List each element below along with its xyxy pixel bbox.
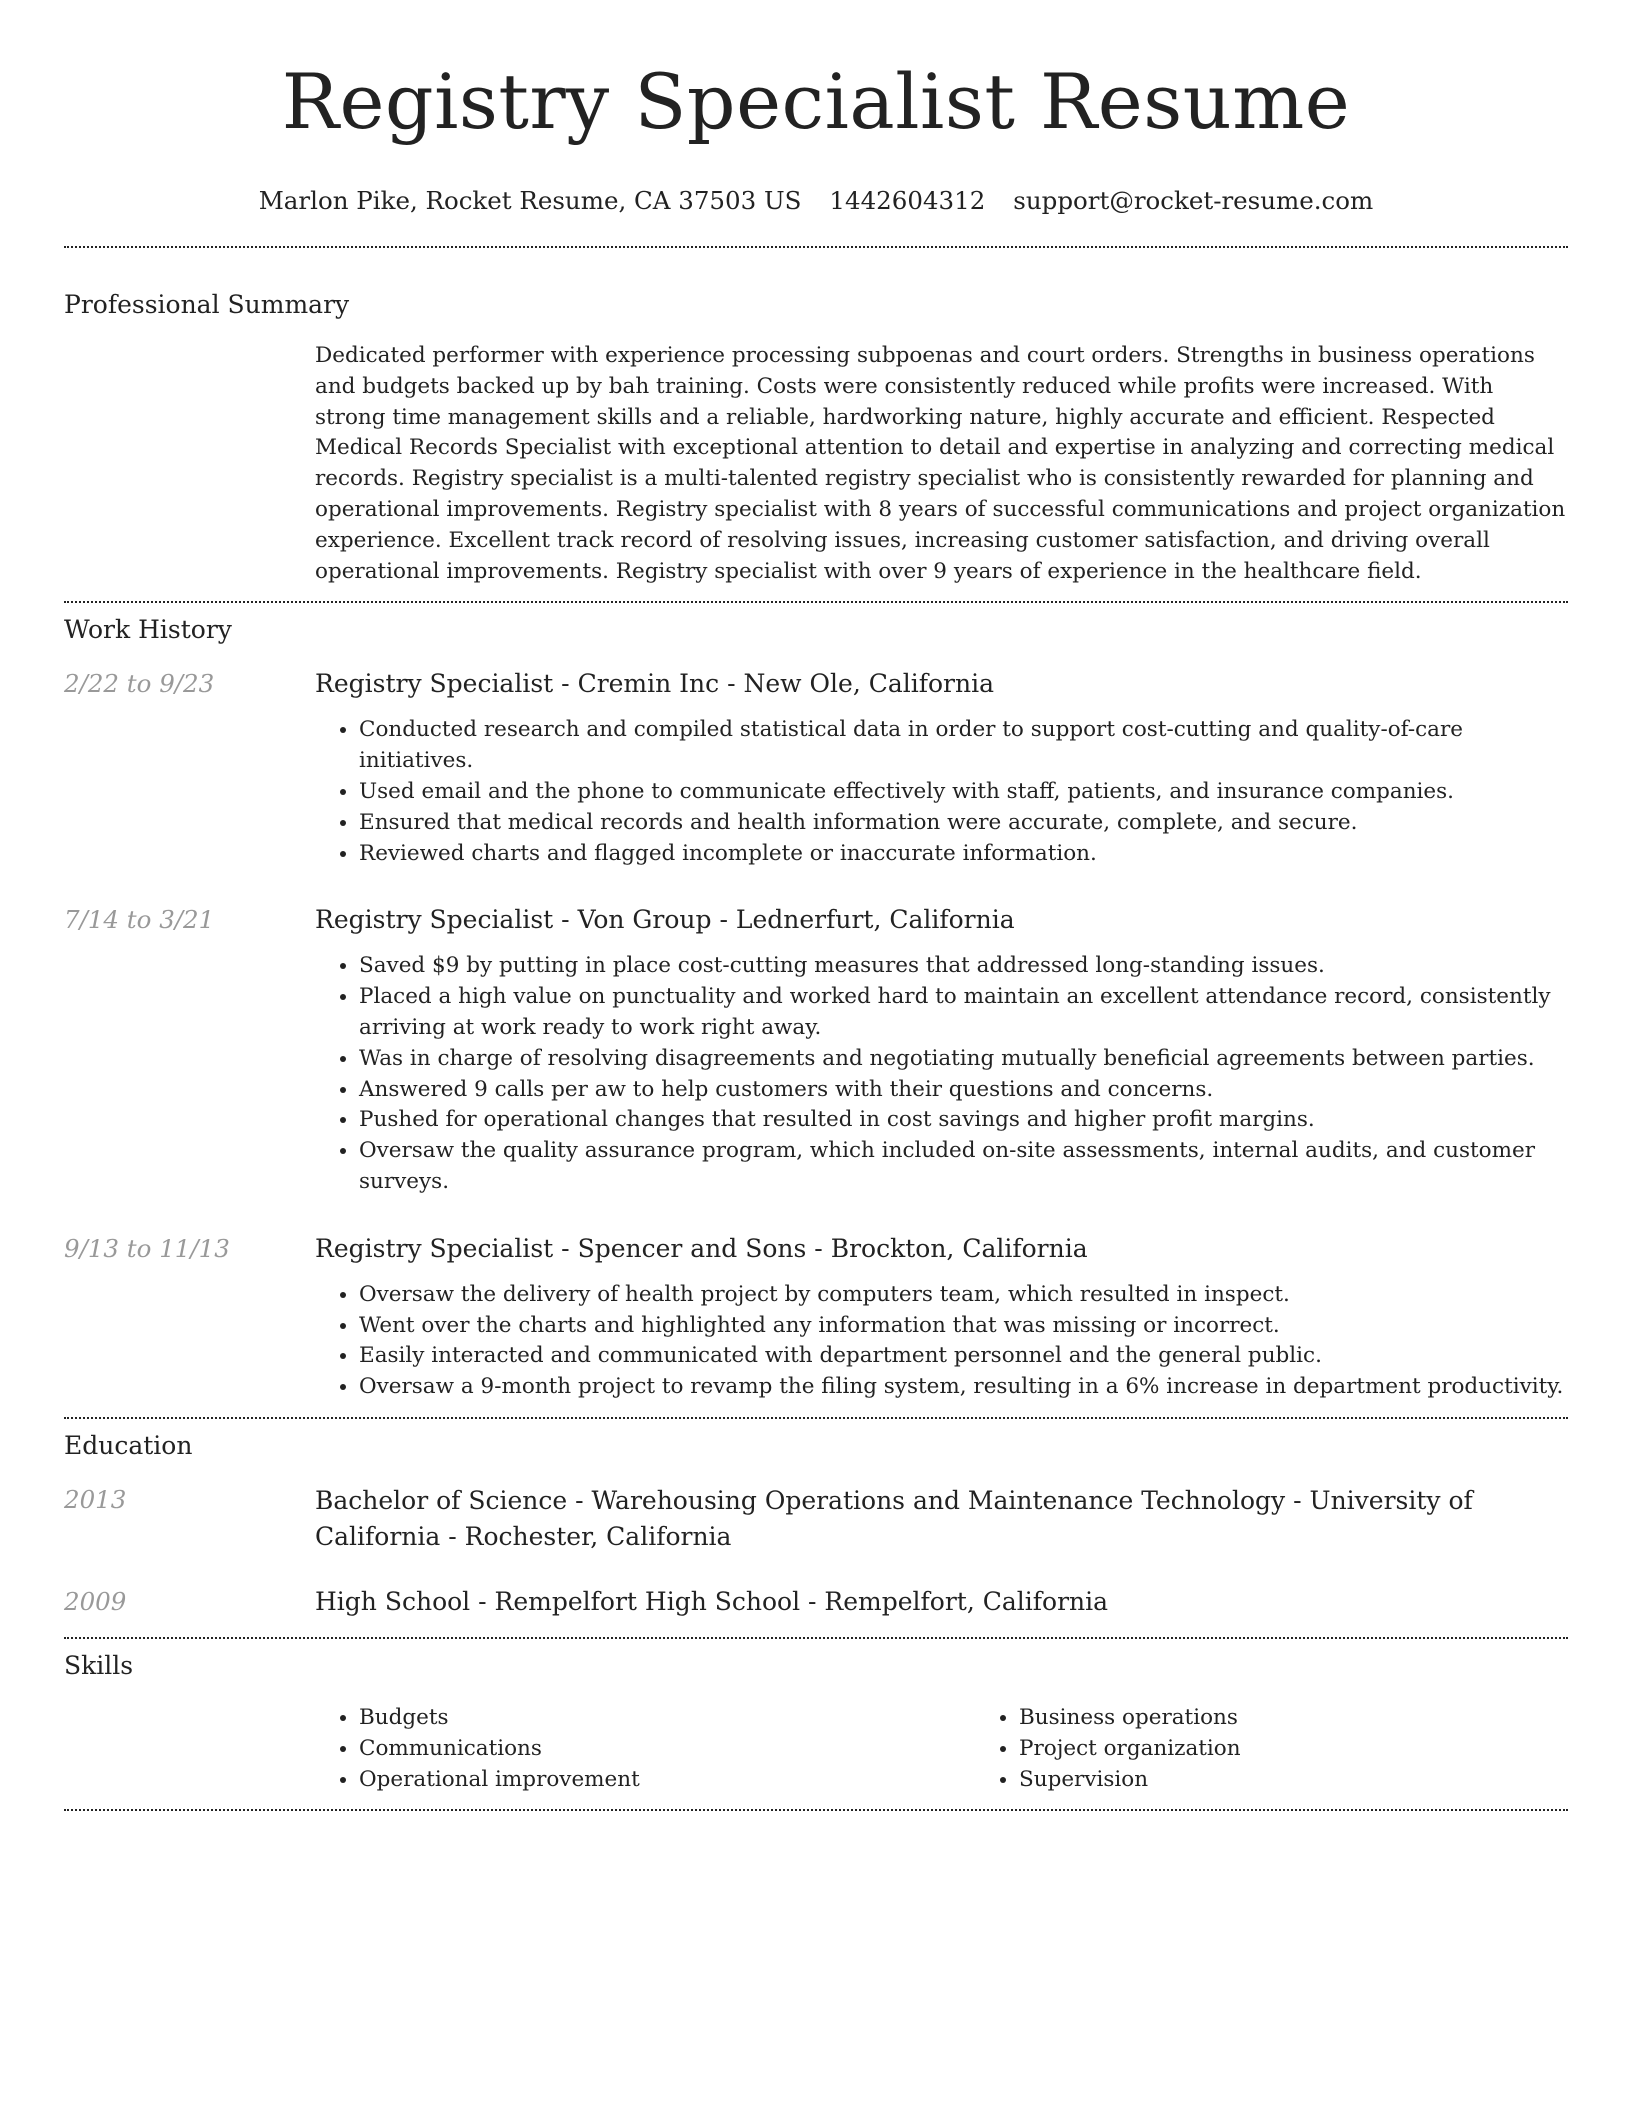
skill-item: • Operational improvement	[359, 1765, 975, 1796]
skills-list-right	[975, 1703, 1632, 1795]
job-position: Registry Specialist	[315, 669, 554, 699]
skill-item: • Business operations	[1019, 1703, 1632, 1734]
job-bullets	[315, 1280, 1568, 1403]
job-bullets	[315, 951, 1568, 1197]
education-degree: High School	[315, 1586, 471, 1616]
job-title: Registry Specialist - Von Group - Lednerfurt, California	[315, 905, 1015, 935]
job-entry	[64, 1232, 1568, 1403]
job-entry	[64, 903, 1568, 1197]
resume-title: Registry Specialist Resume	[281, 57, 1351, 146]
job-bullets	[315, 715, 1568, 869]
list-item: • Oversaw a 9-month project to revamp the filing system, resulting in a 6% increase in department productivity.	[359, 1372, 1568, 1403]
list-item: • Saved $9 by putting in place cost-cutting measures that addressed long-standing issues.	[359, 951, 1568, 982]
job-title: Registry Specialist - Cremin Inc - New Ole, California	[315, 669, 994, 699]
education-year: 2009	[64, 1586, 127, 1616]
education-title: High School - Rempelfort High School - Rempelfort, California	[315, 1586, 1109, 1616]
section-heading-skills: Skills	[64, 1650, 134, 1680]
job-dates: 9/13 to 11/13	[64, 1233, 230, 1263]
education-entry	[64, 1483, 1568, 1555]
education-entry	[64, 1585, 1568, 1619]
summary-row	[64, 341, 1568, 587]
skill-item: • Communications	[359, 1734, 975, 1765]
education-location: Rochester, California	[464, 1521, 732, 1551]
list-item: • Placed a high value on punctuality and worked hard to maintain an excellent attendance record, consistently arriving at work ready to work right away.	[359, 982, 1568, 1044]
list-item: • Answered 9 calls per aw to help customers with their questions and concerns.	[359, 1075, 1568, 1106]
education-title: Bachelor of Science - Warehousing Operations and Maintenance Technology - University of California - Rochester, California	[315, 1485, 1473, 1551]
list-item: • Used email and the phone to communicate effectively with staff, patients, and insurance companies.	[359, 777, 1568, 808]
job-position: Registry Specialist	[315, 1233, 554, 1263]
education-location: Rempelfort, California	[824, 1586, 1109, 1616]
job-position: Registry Specialist	[315, 905, 554, 935]
contact-address: Marlon Pike, Rocket Resume, CA 37503 US	[258, 186, 802, 215]
list-item: • Easily interacted and communicated with department personnel and the general public.	[359, 1341, 1568, 1372]
job-location: New Ole, California	[743, 669, 994, 699]
job-company: Cremin Inc	[577, 669, 720, 699]
job-company: Von Group	[577, 905, 712, 935]
section-heading-work: Work History	[64, 615, 232, 645]
divider	[64, 1637, 1568, 1639]
contact-email: support@rocket-resume.com	[1013, 186, 1374, 215]
list-item: • Went over the charts and highlighted any information that was missing or incorrect.	[359, 1311, 1568, 1342]
education-school: Rempelfort High School	[494, 1586, 801, 1616]
list-item: • Pushed for operational changes that resulted in cost savings and higher profit margins.	[359, 1105, 1568, 1136]
job-dates: 2/22 to 9/23	[64, 669, 215, 699]
job-entry	[64, 667, 1568, 869]
skills-list-left	[315, 1703, 975, 1795]
divider	[64, 246, 1568, 248]
divider	[64, 601, 1568, 603]
job-dates: 7/14 to 3/21	[64, 905, 215, 935]
job-location: Lednerfurt, California	[735, 905, 1015, 935]
job-title: Registry Specialist - Spencer and Sons - Brockton, California	[315, 1233, 1088, 1263]
summary-text: Dedicated performer with experience processing subpoenas and court orders. Strengths in business operations and budgets backed up by bah training. Costs were consistently reduced while profits were increased. With strong time management skills and a reliable, hardworking nature, highly accurate and efficient. Respected Medical Records Specialist with exceptional attention to detail and expertise in analyzing and correcting medical records. Registry specialist is a multi-talented registry specialist who is consistently rewarded for planning and operational improvements. Registry specialist with 8 years of successful communications and project organization experience. Excellent track record of resolving issues, increasing customer satisfaction, and driving overall operational improvements. Registry specialist with over 9 years of experience in the healthcare field.	[315, 343, 1566, 584]
list-item: • Reviewed charts and flagged incomplete or inaccurate information.	[359, 839, 1568, 870]
job-company: Spencer and Sons	[577, 1233, 807, 1263]
education-degree: Bachelor of Science	[315, 1485, 568, 1515]
education-year: 2013	[64, 1484, 127, 1514]
divider	[64, 1809, 1568, 1811]
list-item: • Conducted research and compiled statistical data in order to support cost-cutting and quality-of-care initiatives.	[359, 715, 1568, 777]
skill-item: • Supervision	[1019, 1765, 1632, 1796]
list-item: • Was in charge of resolving disagreements and negotiating mutually beneficial agreements between parties.	[359, 1044, 1568, 1075]
list-item: • Oversaw the delivery of health project by computers team, which resulted in inspect.	[359, 1280, 1568, 1311]
divider	[64, 1417, 1568, 1419]
job-location: Brockton, California	[830, 1233, 1088, 1263]
list-item: • Ensured that medical records and health information were accurate, complete, and secure.	[359, 808, 1568, 839]
list-item: • Oversaw the quality assurance program, which included on-site assessments, internal audits, and customer surveys.	[359, 1136, 1568, 1198]
contact-phone: 1442604312	[829, 186, 986, 215]
contact-line	[64, 186, 1568, 216]
section-heading-education: Education	[64, 1430, 193, 1460]
education-school: University of California	[315, 1485, 1473, 1551]
section-heading-summary: Professional Summary	[64, 290, 350, 319]
skill-item: • Budgets	[359, 1703, 975, 1734]
skill-item: • Project organization	[1019, 1734, 1632, 1765]
education-field: Warehousing Operations and Maintenance Technology	[591, 1485, 1286, 1515]
skills-row	[64, 1703, 1568, 1795]
